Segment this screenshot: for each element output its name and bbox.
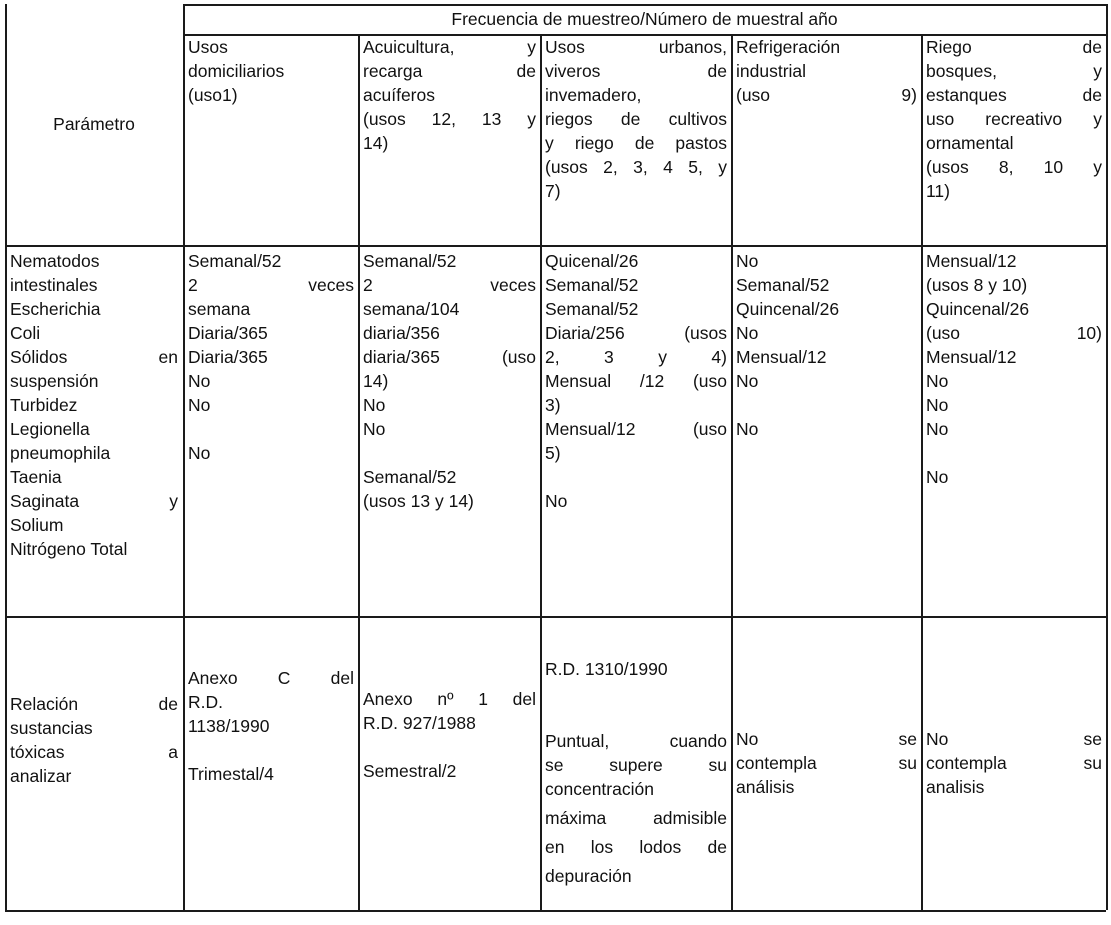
cell-line: No se — [926, 729, 1102, 749]
cell-line: No — [545, 491, 568, 511]
cell-line: 2 veces — [363, 275, 536, 295]
cell-line: Mensual/12 — [926, 251, 1017, 271]
cell-line: sustancias — [10, 718, 93, 738]
border-bottom — [5, 910, 1106, 912]
cell-line: tóxicas a — [10, 742, 178, 762]
cell-line: Semanal/52 — [363, 467, 457, 487]
cell-line: Diaria/365 — [188, 347, 268, 367]
cell-line: Relación de — [10, 694, 178, 714]
cell-line: Mensual/12 — [736, 347, 827, 367]
cell-line: Semanal/52 — [363, 251, 457, 271]
cell-line: (uso1) — [188, 85, 238, 105]
border-header-end — [5, 245, 1106, 247]
cell-line: No — [926, 419, 949, 439]
cell-line: analisis — [926, 777, 985, 797]
cell-line: ornamental — [926, 133, 1014, 153]
border-col-5 — [921, 34, 923, 910]
cell-line: No — [926, 467, 949, 487]
cell-line: Puntual, cuando — [545, 731, 727, 751]
cell-line: Anexo C del — [188, 668, 354, 688]
cell-line: Trimestal/4 — [188, 764, 274, 784]
cell-line: Quicenal/26 — [545, 251, 639, 271]
cell-line: R.D. 927/1988 — [363, 713, 476, 733]
cell-line: R.D. — [188, 692, 223, 712]
cell-line: riegos de cultivos — [545, 109, 727, 129]
cell-line: No — [188, 371, 211, 391]
cell-line: Usos urbanos, — [545, 37, 727, 57]
border-left — [5, 4, 7, 910]
cell-line: máxima admisible — [545, 808, 727, 828]
cell-line: (usos 2, 3, 4 5, y — [545, 157, 727, 177]
cell-line: Legionella — [10, 419, 90, 439]
cell-line: Turbidez — [10, 395, 78, 415]
cell-line: en los lodos de — [545, 837, 727, 857]
border-top — [183, 4, 1106, 6]
cell-line: uso recreativo y — [926, 109, 1102, 129]
cell-line: 5) — [545, 443, 561, 463]
cell-line: 2 veces — [188, 275, 354, 295]
cell-line: No — [926, 371, 949, 391]
cell-line: Acuicultura, y — [363, 37, 536, 57]
cell-line: No se — [736, 729, 917, 749]
cell-line: Quincenal/26 — [926, 299, 1030, 319]
cell-line: pneumophila — [10, 443, 111, 463]
cell-line: bosques, y — [926, 61, 1102, 81]
cell-line: 7) — [545, 181, 561, 201]
cell-line: Escherichia — [10, 299, 101, 319]
cell-line: Mensual/12 — [926, 347, 1017, 367]
cell-line: Semanal/52 — [545, 275, 639, 295]
cell-line: semana — [188, 299, 251, 319]
border-col-2 — [358, 34, 360, 910]
cell-line: Nitrógeno Total — [10, 539, 128, 559]
cell-line: concentración — [545, 779, 654, 799]
cell-line: No — [363, 395, 386, 415]
border-col-3 — [540, 34, 542, 910]
cell-line: viveros de — [545, 61, 727, 81]
cell-line: No — [188, 443, 211, 463]
cell-line: semana/104 — [363, 299, 460, 319]
cell-line: invemadero, — [545, 85, 642, 105]
cell-line: No — [736, 251, 759, 271]
cell-line: contempla su — [926, 753, 1102, 773]
cell-line: (usos 8 y 10) — [926, 275, 1028, 295]
cell-line: domiciliarios — [188, 61, 285, 81]
cell-line: No — [736, 419, 759, 439]
cell-line: Quincenal/26 — [736, 299, 840, 319]
cell-line: y riego de pastos — [545, 133, 727, 153]
cell-line: Nematodos — [10, 251, 100, 271]
cell-line: analizar — [10, 766, 72, 786]
cell-line: Mensual/12 (uso — [545, 419, 727, 439]
cell-line: (usos 13 y 14) — [363, 491, 474, 511]
cell-line: Riego de — [926, 37, 1102, 57]
header-span-title: Frecuencia de muestreo/Número de muestral año — [451, 9, 838, 29]
cell-line: 14) — [363, 133, 389, 153]
cell-line: Refrigeración — [736, 37, 841, 57]
cell-line: Coli — [10, 323, 41, 343]
cell-line: No — [188, 395, 211, 415]
cell-line: Saginata y — [10, 491, 178, 511]
parameter-header: Parámetro — [53, 114, 135, 134]
cell-line: 1138/1990 — [188, 716, 270, 736]
cell-line: estanques de — [926, 85, 1102, 105]
cell-line: acuíferos — [363, 85, 435, 105]
cell-line: Diaria/256 (usos — [545, 323, 727, 343]
cell-line: recarga de — [363, 61, 536, 81]
cell-line: Semanal/52 — [545, 299, 639, 319]
cell-line: análisis — [736, 777, 795, 797]
cell-line: Taenia — [10, 467, 62, 487]
cell-line: contempla su — [736, 753, 917, 773]
cell-line: intestinales — [10, 275, 98, 295]
cell-line: No — [926, 395, 949, 415]
border-frequency-end — [5, 616, 1106, 618]
cell-line: Mensual /12 (uso — [545, 371, 727, 391]
cell-line: (usos 12, 13 y — [363, 109, 536, 129]
border-col-1 — [183, 4, 185, 910]
cell-line: No — [736, 371, 759, 391]
cell-line: diaria/356 — [363, 323, 440, 343]
cell-line: (uso 9) — [736, 85, 917, 105]
border-right — [1106, 4, 1108, 910]
cell-line: Semanal/52 — [188, 251, 282, 271]
cell-line: se supere su — [545, 755, 727, 775]
cell-line: 11) — [926, 181, 950, 201]
cell-line: No — [736, 323, 759, 343]
cell-line: Semanal/52 — [736, 275, 830, 295]
cell-line: depuración — [545, 866, 632, 886]
border-col-4 — [731, 34, 733, 910]
cell-line: Diaria/365 — [188, 323, 268, 343]
cell-line: Semestral/2 — [363, 761, 457, 781]
cell-line: industrial — [736, 61, 807, 81]
cell-line: diaria/365 (uso — [363, 347, 536, 367]
cell-line: (usos 8, 10 y — [926, 157, 1102, 177]
cell-line: 3) — [545, 395, 561, 415]
cell-line: No — [363, 419, 386, 439]
cell-line: Solium — [10, 515, 64, 535]
cell-line: (uso 10) — [926, 323, 1102, 343]
cell-line: R.D. 1310/1990 — [545, 659, 668, 679]
cell-line: Anexo nº 1 del — [363, 689, 536, 709]
cell-line: 2, 3 y 4) — [545, 347, 727, 367]
cell-line: Sólidos en — [10, 347, 178, 367]
cell-line: 14) — [363, 371, 389, 391]
cell-line: suspensión — [10, 371, 99, 391]
cell-line: Usos — [188, 37, 228, 57]
